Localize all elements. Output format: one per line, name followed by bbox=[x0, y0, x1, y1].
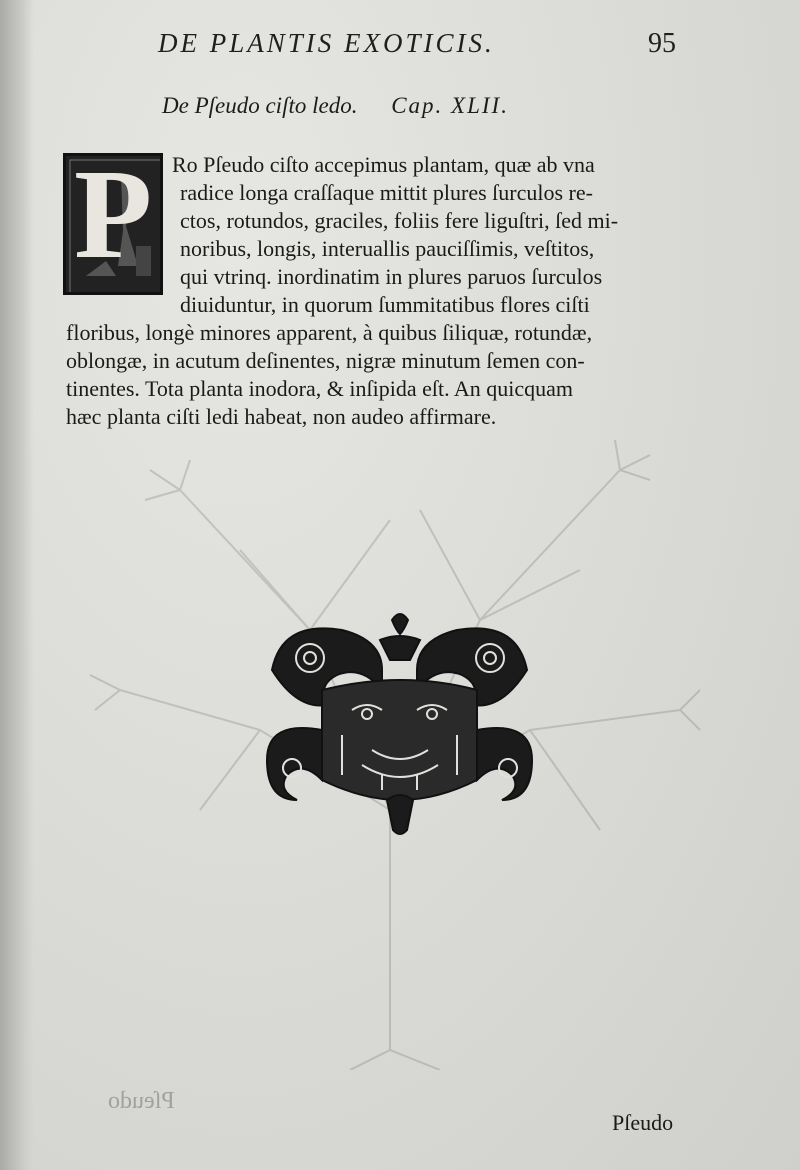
chapter-title: De Pſeudo ciſto ledo. bbox=[162, 93, 358, 118]
show-through-catchword: Pſeudo bbox=[108, 1088, 175, 1114]
page-number: 95 bbox=[648, 28, 676, 59]
text-line: radice longa craſſaque mittit plures ſurculos re- bbox=[180, 180, 593, 205]
text-line: ctos, rotundos, graciles, foliis fere liguſtri, ſed mi- bbox=[180, 208, 619, 233]
chapter-number: Cap. XLII. bbox=[391, 93, 509, 118]
binding-gutter-shadow bbox=[0, 0, 34, 1170]
text-line: floribus, longè minores apparent, à quibus ſiliquæ, rotundæ, bbox=[66, 320, 593, 345]
woodcut-mask-ornament bbox=[262, 610, 537, 842]
catchword: Pſeudo bbox=[612, 1110, 674, 1135]
running-title: DE PLANTIS EXOTICIS. bbox=[158, 28, 495, 58]
initial-letter: P bbox=[74, 153, 153, 285]
text-line: Ro Pſeudo ciſto accepimus plantam, quæ ab vna bbox=[172, 152, 595, 177]
chapter-heading bbox=[162, 93, 682, 119]
text-line: noribus, longis, interuallis pauciſſimis, veſtitos, bbox=[180, 236, 595, 261]
text-line: diuiduntur, in quorum ſummitatibus flores ciſti bbox=[180, 292, 590, 317]
text-line: qui vtrinq. inordinatim in plures paruos ſurculos bbox=[180, 264, 603, 289]
decorated-initial bbox=[63, 153, 163, 295]
text-line: hæc planta ciſti ledi habeat, non audeo affirmare. bbox=[66, 404, 497, 429]
running-header bbox=[158, 28, 698, 68]
text-line: tinentes. Tota planta inodora, & inſipida eſt. An quicquam bbox=[66, 376, 574, 401]
text-line: oblongæ, in acutum deſinentes, nigræ minutum ſemen con- bbox=[66, 348, 585, 373]
